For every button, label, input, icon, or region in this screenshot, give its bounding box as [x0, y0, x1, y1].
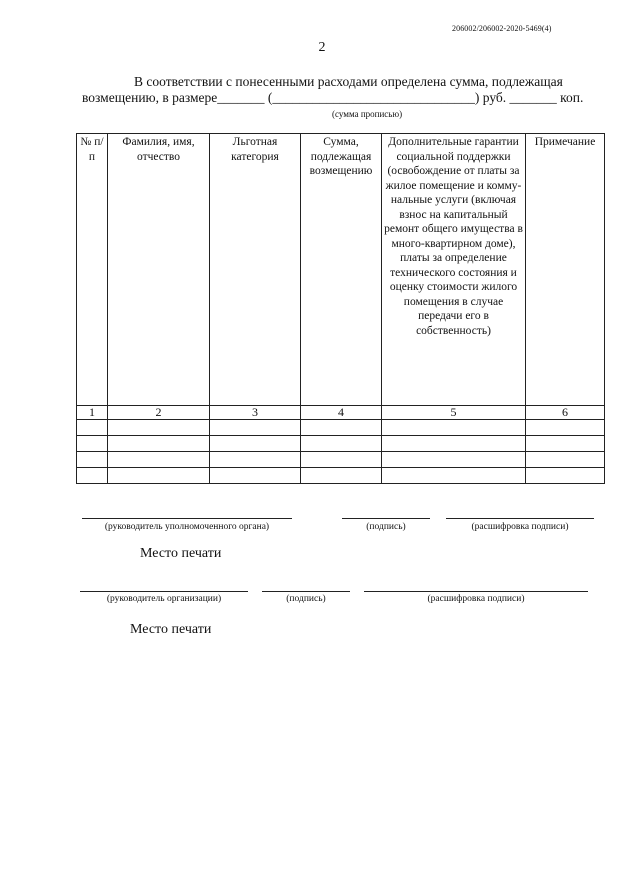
stamp-place: Место печати — [130, 622, 212, 637]
caption-authority-head: (руководитель уполномоченного органа) — [104, 522, 270, 532]
table-cell — [526, 468, 605, 484]
column-number: 2 — [108, 406, 210, 420]
table-row — [77, 436, 605, 452]
column-numbers-row — [77, 406, 605, 420]
header-benefit-category: Льготная категория — [210, 134, 301, 406]
table-cell — [301, 436, 382, 452]
table-cell — [301, 420, 382, 436]
header-compensation-amount: Сумма, подлежащая возмещению — [301, 134, 382, 406]
signature-line-org-head — [80, 591, 248, 592]
table-cell — [382, 436, 526, 452]
signature-line-sign — [262, 591, 350, 592]
caption-signature: (подпись) — [286, 594, 326, 604]
column-number: 4 — [301, 406, 382, 420]
table-cell — [210, 468, 301, 484]
signature-line-authority-head — [82, 518, 292, 519]
caption-signature: (подпись) — [366, 522, 406, 532]
header-full-name: Фамилия, имя, отчество — [108, 134, 210, 406]
compensation-table — [76, 133, 605, 484]
header-note: Примечание — [526, 134, 605, 406]
table-cell — [210, 436, 301, 452]
caption-signature-decode: (расшифровка подписи) — [471, 522, 569, 532]
caption-signature-decode: (расшифровка подписи) — [427, 594, 525, 604]
table-cell — [382, 420, 526, 436]
table-cell — [108, 468, 210, 484]
table-cell — [108, 420, 210, 436]
table-row — [77, 420, 605, 436]
column-number: 6 — [526, 406, 605, 420]
table-cell — [301, 452, 382, 468]
table-cell — [526, 436, 605, 452]
amount-paragraph — [82, 74, 602, 106]
stamp-place: Место печати — [140, 546, 222, 561]
table-cell — [77, 468, 108, 484]
table-row — [77, 452, 605, 468]
paragraph-line-2: возмещению, в размере_______ (______________________________) руб. _______ коп. — [82, 90, 584, 105]
table-cell — [210, 452, 301, 468]
table-cell — [108, 436, 210, 452]
page-number: 2 — [318, 40, 326, 55]
table-cell — [210, 420, 301, 436]
table-cell — [526, 452, 605, 468]
table-cell — [382, 452, 526, 468]
table-cell — [301, 468, 382, 484]
signature-line-sign — [342, 518, 430, 519]
table-cell — [77, 420, 108, 436]
caption-org-head: (руководитель организации) — [106, 594, 222, 604]
paragraph-line-1: В соответствии с понесенными расходами определена сумма, подлежащая — [134, 74, 563, 89]
table-row — [77, 468, 605, 484]
table-cell — [108, 452, 210, 468]
column-number: 5 — [382, 406, 526, 420]
table-cell — [382, 468, 526, 484]
table-cell — [526, 420, 605, 436]
header-additional-guarantees: Дополнительные гарантии социальной поддержки (освобождение от платы за жилое помещение и комму-нальные услуги (включая взнос на капитальный ремонт общего имущества в много-квартирном доме), платы за определение технического состояния и оценку стоимости жилого помещения в случае передачи его в собственность) — [382, 134, 526, 406]
amount-in-words-caption: (сумма прописью) — [332, 109, 403, 119]
header-number: № п/п — [77, 134, 108, 406]
table-header-row — [77, 134, 605, 406]
signature-line-decode — [364, 591, 588, 592]
document-number: 206002/206002-2020-5469(4) — [452, 24, 552, 33]
signature-line-decode — [446, 518, 594, 519]
table-cell — [77, 452, 108, 468]
column-number: 1 — [77, 406, 108, 420]
column-number: 3 — [210, 406, 301, 420]
table-cell — [77, 436, 108, 452]
